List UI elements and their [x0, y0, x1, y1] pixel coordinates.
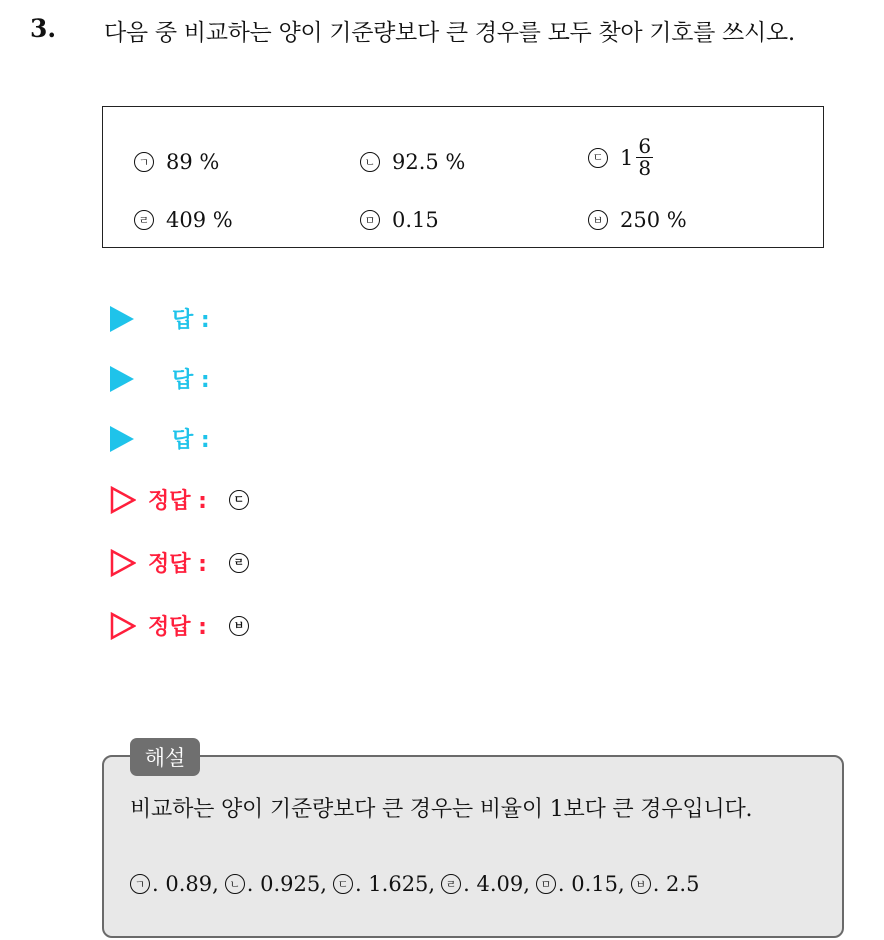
correct-answer-row — [110, 610, 249, 641]
choice-value: 250 % — [620, 208, 687, 232]
answer-label: 답 : — [172, 368, 210, 393]
explanation-symbol: ㄷ — [333, 874, 353, 894]
correct-answer-label: 정답 : — [148, 615, 207, 640]
choice-item — [360, 208, 439, 232]
choice-item — [588, 208, 687, 232]
correct-answer-symbol: ㄹ — [229, 553, 249, 573]
correct-answer-value — [229, 553, 249, 573]
correct-answer-label: 정답 : — [148, 489, 207, 514]
outline-triangle-icon — [110, 612, 136, 640]
explanation-tag: 해설 — [130, 738, 200, 776]
explanation-value-item — [536, 872, 625, 896]
fraction-denominator: 8 — [638, 156, 652, 180]
outline-triangle-icon — [110, 549, 136, 577]
choice-symbol: ㅁ — [360, 210, 380, 230]
explanation-value: . 0.89, — [152, 872, 219, 896]
explanation-value-item — [225, 872, 327, 896]
correct-answer-value — [229, 616, 249, 636]
filled-triangle-icon — [110, 426, 134, 452]
explanation-value: . 0.925, — [246, 872, 327, 896]
explanation-value: . 0.15, — [557, 872, 625, 896]
answer-label: 답 : — [172, 428, 210, 453]
explanation-symbol: ㄱ — [130, 874, 150, 894]
correct-answer-symbol: ㄷ — [229, 490, 249, 510]
answer-row — [110, 303, 210, 334]
correct-answer-value — [229, 490, 249, 510]
explanation-value-item — [631, 872, 700, 896]
choice-symbol: ㄱ — [134, 152, 154, 172]
explanation-value: . 2.5 — [652, 872, 700, 896]
choice-symbol: ㄹ — [134, 210, 154, 230]
explanation-value-item — [333, 872, 435, 896]
explanation-value: . 1.625, — [354, 872, 436, 896]
answer-row — [110, 363, 210, 394]
correct-answer-symbol: ㅂ — [229, 616, 249, 636]
explanation-symbol: ㅁ — [536, 874, 556, 894]
answer-row — [110, 423, 210, 454]
choice-value: 89 % — [166, 150, 220, 174]
choice-item — [360, 150, 465, 174]
explanation-values — [130, 872, 705, 896]
question-text: 다음 중 비교하는 양이 기준량보다 큰 경우를 모두 찾아 기호를 쓰시오. — [104, 20, 795, 46]
filled-triangle-icon — [110, 306, 134, 332]
explanation-value-item — [130, 872, 219, 896]
choice-value: 92.5 % — [392, 150, 466, 174]
explanation-symbol: ㄹ — [441, 874, 461, 894]
choice-symbol: ㄷ — [588, 148, 608, 168]
explanation-value: . 4.09, — [463, 872, 530, 896]
explanation-text: 비교하는 양이 기준량보다 큰 경우는 비율이 1보다 큰 경우입니다. — [130, 797, 753, 822]
choice-value: 0.15 — [392, 208, 439, 232]
correct-answer-row — [110, 484, 249, 515]
choice-symbol: ㄴ — [360, 152, 380, 172]
answer-label: 답 : — [172, 308, 210, 333]
fraction-numerator: 6 — [638, 134, 652, 158]
filled-triangle-icon — [110, 366, 134, 392]
choice-symbol: ㅂ — [588, 210, 608, 230]
choice-item — [134, 150, 219, 174]
choice-whole: 1 — [620, 145, 634, 170]
explanation-symbol: ㄴ — [225, 874, 245, 894]
explanation-value-item — [441, 872, 530, 896]
choice-value: 409 % — [166, 208, 233, 232]
correct-answer-row — [110, 547, 249, 578]
choice-item — [134, 208, 233, 232]
choice-item — [588, 136, 653, 179]
outline-triangle-icon — [110, 486, 136, 514]
choice-fraction — [636, 136, 653, 179]
explanation-symbol: ㅂ — [631, 874, 651, 894]
correct-answer-label: 정답 : — [148, 552, 207, 577]
explanation-box — [102, 755, 844, 938]
question-number: 3. — [30, 14, 57, 43]
